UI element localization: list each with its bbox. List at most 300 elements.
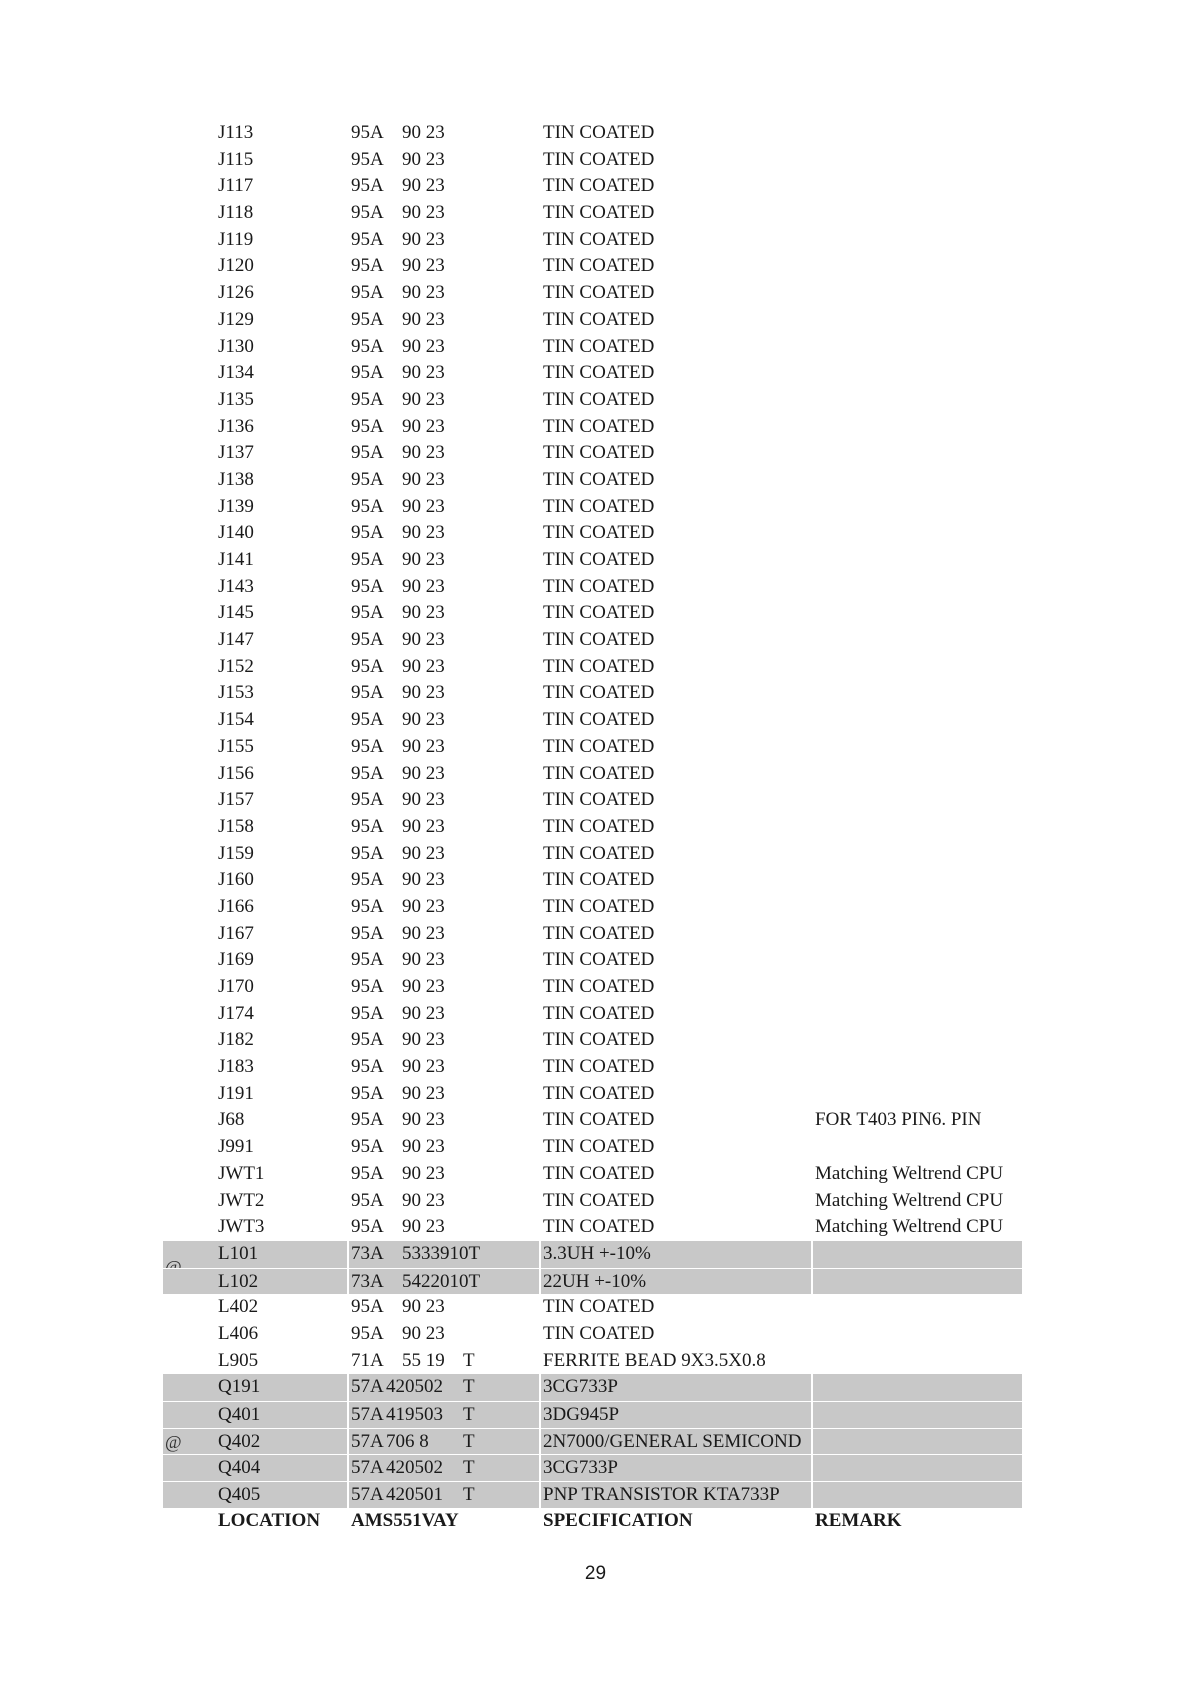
ams-prefix: 95A [351,735,384,757]
ams-prefix: 95A [351,1136,384,1158]
location-cell: J170 [218,976,254,997]
location-cell: Q405 [216,1482,349,1508]
remark-cell: FOR T403 PIN6. PIN [815,1109,982,1131]
remark-cell [813,360,1022,387]
specification-cell: TIN COATED [543,976,655,997]
location-cell: J166 [218,895,254,917]
ams-prefix: 95A [351,282,384,304]
ams-number: 90 23 [402,282,445,304]
ams-part-cell [349,574,541,601]
ams-prefix: 95A [351,495,384,517]
ams-number: 90 23 [402,335,445,357]
table-row [163,173,1022,200]
ams-number: 90 23 [402,202,445,224]
table-row [163,520,1022,547]
specification-cell: TIN COATED [543,202,655,224]
table-row [163,227,1022,254]
specification-cell: 3DG945P [541,1402,813,1428]
specification-cell: TIN COATED [543,308,655,330]
location-cell: J135 [218,388,254,410]
ams-number: 90 23 [402,682,445,704]
remark-cell [813,947,1022,974]
specification-cell: 3CG733P [541,1374,813,1401]
ams-part-cell [349,1348,541,1375]
remark-cell [813,307,1022,334]
location-cell: J141 [218,549,254,570]
ams-prefix: 95A [351,1162,384,1184]
ams-number: 419503 [386,1404,443,1425]
ams-prefix: 73A [351,1242,384,1264]
table-row [163,921,1022,948]
ams-prefix: 95A [351,202,384,224]
ams-prefix: 95A [351,308,384,330]
remark-cell [813,1134,1022,1161]
ams-number: 90 23 [402,362,445,384]
ams-number: 90 23 [402,468,445,490]
ams-number: 90 23 [402,1162,445,1184]
remark-cell [813,173,1022,200]
ams-part-cell [349,1482,541,1508]
ams-number: 90 23 [402,122,445,143]
ams-prefix: 95A [351,655,384,677]
location-cell: J159 [218,842,254,864]
table-row [163,1401,1022,1428]
ams-prefix: 95A [351,815,384,837]
ams-part-cell [349,841,541,868]
ams-number: 90 23 [402,629,445,651]
specification-cell: TIN COATED [543,228,655,250]
ams-suffix: T [463,1349,475,1371]
remark-cell [813,280,1022,307]
remark-cell [813,253,1022,280]
ams-part-cell [349,360,541,387]
ams-number: 90 23 [402,1216,445,1238]
location-cell: J139 [218,495,254,517]
remark-cell [813,707,1022,734]
ams-part-cell [349,494,541,521]
ams-prefix: 95A [351,1002,384,1024]
header-ams551vay: AMS551VAY [351,1509,459,1531]
ams-number: 90 23 [402,1002,445,1024]
ams-suffix: T [463,1404,475,1425]
specification-cell: TIN COATED [543,1322,655,1344]
specification-cell: TIN COATED [543,282,655,304]
ams-part-cell [349,387,541,414]
location-cell: Q191 [216,1374,349,1401]
ams-part-cell [349,414,541,441]
specification-cell: TIN COATED [543,682,655,704]
ams-part-cell [349,1455,541,1481]
table-row [163,253,1022,280]
location-cell: J174 [218,1002,254,1024]
specification-cell: TIN COATED [543,1296,655,1318]
location-cell: Q401 [216,1402,349,1428]
specification-cell: TIN COATED [543,415,655,437]
ams-number: 420501 [386,1484,443,1506]
ams-prefix: 95A [351,789,384,811]
remark-cell [813,1455,1022,1481]
specification-cell: TIN COATED [543,122,655,143]
table-row [163,600,1022,627]
table-row [163,467,1022,494]
ams-number: 90 23 [402,1136,445,1158]
header-remark: REMARK [815,1509,902,1531]
table-row [163,947,1022,974]
specification-cell: TIN COATED [543,442,655,464]
ams-part-cell [349,921,541,948]
table-row [163,440,1022,467]
table-row [163,1241,1022,1268]
table-row [163,280,1022,307]
location-cell: J155 [218,735,254,757]
location-cell: J137 [218,442,254,464]
table-row [163,867,1022,894]
table-row [163,414,1022,441]
location-cell: J140 [218,522,254,544]
table-row [163,707,1022,734]
remark-cell [813,1241,1022,1268]
table-row [163,1268,1022,1295]
location-cell: L406 [218,1322,259,1344]
ams-part-cell [349,280,541,307]
ams-prefix: 95A [351,255,384,277]
specification-cell: TIN COATED [543,549,655,570]
ams-number: 90 23 [402,709,445,731]
location-cell: J145 [218,602,254,624]
specification-cell: TIN COATED [543,842,655,864]
ams-part-cell [349,1241,541,1268]
ams-prefix: 95A [351,175,384,197]
location-cell: J143 [218,575,254,597]
ams-prefix: 95A [351,922,384,944]
specification-cell: TIN COATED [543,922,655,944]
ams-part-cell [349,173,541,200]
remark-cell [813,200,1022,227]
ams-number: 90 23 [402,415,445,437]
ams-part-cell [349,761,541,788]
specification-cell: TIN COATED [543,388,655,410]
remark-cell [813,334,1022,361]
ams-prefix: 95A [351,1189,384,1211]
location-cell: J120 [218,255,254,277]
specification-cell: TIN COATED [543,655,655,677]
ams-part-cell [349,1188,541,1215]
remark-cell: Matching Weltrend CPU [815,1162,1004,1184]
ams-part-cell [349,1294,541,1321]
ams-part-cell [349,200,541,227]
ams-number: 5333910T [402,1242,481,1264]
ams-part-cell [349,654,541,681]
table-row [163,1374,1022,1401]
remark-cell [813,1348,1022,1375]
specification-cell: TIN COATED [543,255,655,277]
location-cell: J183 [218,1056,254,1078]
location-cell: J138 [218,468,254,490]
ams-prefix: 95A [351,228,384,250]
ams-number: 90 23 [402,1296,445,1318]
location-cell: J136 [218,415,254,437]
ams-number: 55 19 [402,1349,445,1371]
remark-cell [813,147,1022,174]
ams-prefix: 95A [351,1296,384,1318]
ams-suffix: T [463,1376,475,1398]
specification-cell: TIN COATED [543,815,655,837]
ams-prefix: 57A [351,1376,384,1398]
table-row [163,1001,1022,1028]
remark-cell [813,1374,1022,1401]
location-cell: J134 [218,362,254,384]
ams-number: 90 23 [402,1189,445,1211]
ams-number: 90 23 [402,789,445,811]
ams-suffix: T [463,1430,475,1452]
ams-prefix: 95A [351,976,384,997]
ams-part-cell [349,787,541,814]
remark-cell [813,227,1022,254]
specification-cell: TIN COATED [543,335,655,357]
ams-part-cell [349,1321,541,1348]
ams-number: 90 23 [402,255,445,277]
ams-prefix: 95A [351,362,384,384]
remark-cell [813,1294,1022,1321]
ams-part-cell [349,1374,541,1401]
table-row [163,147,1022,174]
ams-prefix: 95A [351,629,384,651]
ams-prefix: 71A [351,1349,384,1371]
specification-cell: TIN COATED [543,762,655,784]
ams-part-cell [349,627,541,654]
table-row [163,654,1022,681]
remark-cell [813,520,1022,547]
ams-number: 706 8 [386,1430,429,1452]
ams-number: 90 23 [402,1029,445,1051]
ams-part-cell [349,120,541,147]
table-row [163,360,1022,387]
remark-cell [813,1027,1022,1054]
ams-prefix: 95A [351,549,384,570]
location-cell: JWT3 [218,1216,265,1238]
table-row [163,120,1022,147]
ams-number: 90 23 [402,308,445,330]
remark-cell: Matching Weltrend CPU [815,1189,1004,1211]
ams-prefix: 73A [351,1270,384,1292]
ams-part-cell [349,1107,541,1134]
ams-number: 90 23 [402,655,445,677]
ams-part-cell [349,1269,541,1295]
table-row [163,627,1022,654]
remark-cell [813,1081,1022,1108]
specification-cell: TIN COATED [543,175,655,197]
remark-cell [813,1429,1022,1455]
table-row [163,1054,1022,1081]
ams-prefix: 95A [351,1082,384,1104]
location-cell: J160 [218,869,254,891]
location-cell: J147 [218,629,254,651]
location-cell: J113 [218,122,254,143]
ams-number: 90 23 [402,1082,445,1104]
ams-number: 90 23 [402,976,445,997]
ams-number: 420502 [386,1457,443,1479]
specification-cell: TIN COATED [543,495,655,517]
ams-part-cell [349,707,541,734]
table-row [163,1161,1022,1188]
ams-part-cell [349,867,541,894]
ams-prefix: 95A [351,575,384,597]
remark-cell [813,494,1022,521]
location-cell: L101 [216,1241,349,1268]
location-cell: Q404 [216,1455,349,1481]
remark-cell [813,654,1022,681]
table-row [163,1107,1022,1134]
ams-part-cell [349,147,541,174]
ams-prefix: 95A [351,1322,384,1344]
ams-number: 90 23 [402,815,445,837]
remark-cell [813,574,1022,601]
ams-prefix: 95A [351,709,384,731]
ams-number: 90 23 [402,842,445,864]
specification-cell: TIN COATED [543,789,655,811]
ams-prefix: 95A [351,682,384,704]
remark-cell [813,814,1022,841]
parts-table [163,120,1022,1534]
location-cell: J169 [218,949,254,971]
ams-prefix: 95A [351,148,384,170]
remark-cell [813,440,1022,467]
ams-prefix: 95A [351,842,384,864]
ams-prefix: 95A [351,468,384,490]
specification-cell: PNP TRANSISTOR KTA733P [541,1482,813,1508]
ams-part-cell [349,334,541,361]
location-cell: J158 [218,815,254,837]
ams-number: 5422010T [402,1270,481,1292]
remark-cell [813,761,1022,788]
specification-cell: 3.3UH +-10% [541,1241,813,1268]
location-cell: J991 [218,1136,254,1158]
table-row [163,841,1022,868]
table-row [163,334,1022,361]
ams-part-cell [349,253,541,280]
ams-number: 90 23 [402,442,445,464]
revision-mark: @ [165,1431,182,1452]
ams-part-cell [349,814,541,841]
ams-prefix: 95A [351,335,384,357]
ams-prefix: 95A [351,1109,384,1131]
ams-number: 90 23 [402,388,445,410]
remark-cell [813,120,1022,147]
ams-number: 90 23 [402,175,445,197]
page-number: 29 [584,1563,607,1584]
specification-cell: TIN COATED [543,895,655,917]
remark-cell [813,600,1022,627]
location-cell: L402 [218,1296,259,1318]
location-cell: J117 [218,175,254,197]
table-row [163,1294,1022,1321]
location-cell: JWT1 [218,1162,265,1184]
table-row [163,814,1022,841]
ams-part-cell [349,1027,541,1054]
table-row [163,1481,1022,1508]
ams-prefix: 95A [351,949,384,971]
ams-part-cell [349,1134,541,1161]
location-cell: J154 [218,709,254,731]
specification-cell: TIN COATED [543,1189,655,1211]
table-row [163,1214,1022,1241]
specification-cell: TIN COATED [543,1109,655,1131]
ams-number: 90 23 [402,1322,445,1344]
remark-cell [813,1001,1022,1028]
remark-cell [813,627,1022,654]
ams-part-cell [349,307,541,334]
remark-cell [813,387,1022,414]
header-specification: SPECIFICATION [543,1509,693,1531]
specification-cell: TIN COATED [543,1056,655,1078]
location-cell: J129 [218,308,254,330]
ams-suffix: T [463,1457,475,1479]
ams-prefix: 95A [351,522,384,544]
ams-prefix: 95A [351,762,384,784]
specification-cell: TIN COATED [543,709,655,731]
ams-prefix: 95A [351,602,384,624]
ams-number: 90 23 [402,869,445,891]
specification-cell: TIN COATED [543,735,655,757]
specification-cell: TIN COATED [543,148,655,170]
ams-prefix: 95A [351,895,384,917]
specification-cell: TIN COATED [543,468,655,490]
remark-cell [813,841,1022,868]
ams-prefix: 95A [351,388,384,410]
location-cell: L102 [216,1269,349,1295]
specification-cell: TIN COATED [543,602,655,624]
ams-number: 90 23 [402,1056,445,1078]
specification-cell: FERRITE BEAD 9X3.5X0.8 [543,1349,766,1371]
column-header-row [163,1508,1022,1535]
location-cell: J118 [218,202,254,224]
location-cell: J126 [218,282,254,304]
ams-number: 90 23 [402,602,445,624]
ams-part-cell [349,894,541,921]
table-row [163,761,1022,788]
remark-cell [813,1269,1022,1295]
ams-number: 90 23 [402,495,445,517]
ams-prefix: 95A [351,869,384,891]
ams-part-cell [349,1402,541,1428]
remark-cell [813,1482,1022,1508]
ams-number: 90 23 [402,575,445,597]
remark-cell [813,467,1022,494]
table-row [163,574,1022,601]
ams-number: 420502 [386,1376,443,1398]
remark-cell [813,974,1022,1001]
ams-part-cell [349,974,541,1001]
ams-number: 90 23 [402,549,445,570]
location-cell: J167 [218,922,254,944]
location-cell: J156 [218,762,254,784]
table-row [163,494,1022,521]
header-location: LOCATION [218,1509,321,1531]
ams-suffix: T [463,1484,475,1506]
table-row [163,1188,1022,1215]
table-row [163,894,1022,921]
ams-part-cell [349,547,541,574]
ams-number: 90 23 [402,949,445,971]
location-cell: J153 [218,682,254,704]
ams-part-cell [349,1081,541,1108]
ams-part-cell [349,947,541,974]
ams-number: 90 23 [402,895,445,917]
location-cell: J68 [218,1109,245,1131]
ams-part-cell [349,600,541,627]
ams-number: 90 23 [402,228,445,250]
ams-prefix: 95A [351,1029,384,1051]
